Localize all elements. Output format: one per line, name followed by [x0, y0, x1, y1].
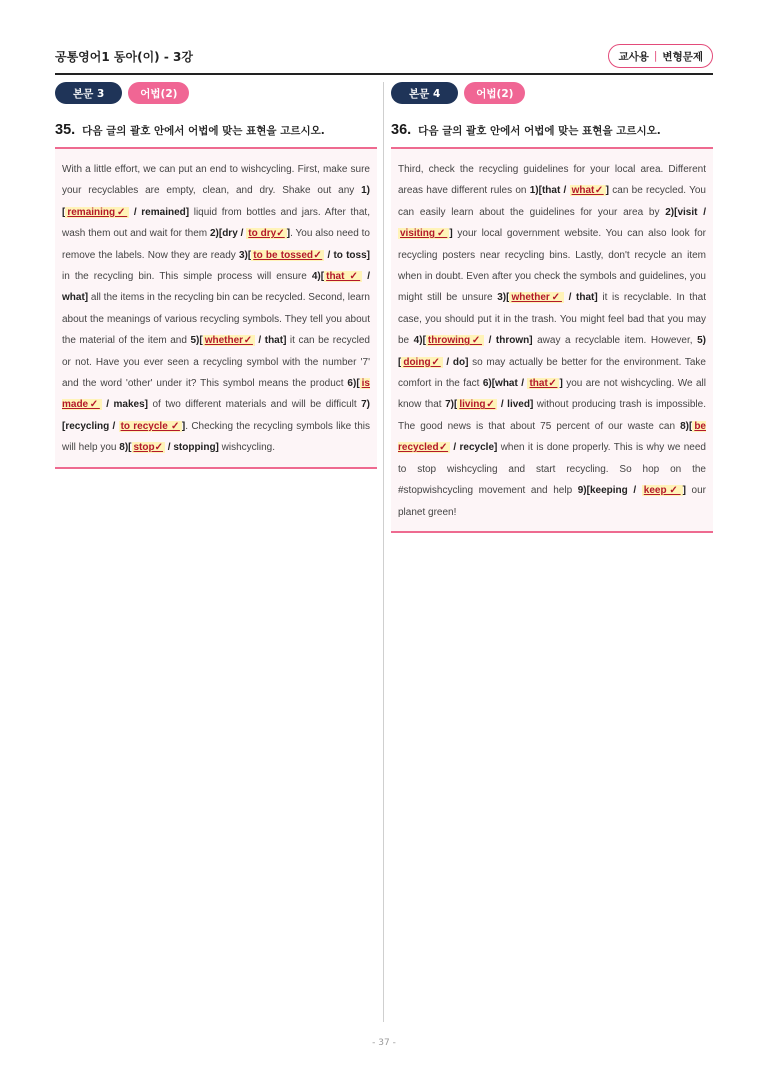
answer-choice: 7)[	[445, 399, 458, 411]
page-title: 공통영어1 동아(이) - 3강	[55, 50, 193, 64]
passage-35-box	[55, 147, 377, 469]
correct-answer: to recycle ✓	[120, 420, 180, 432]
answer-choice: 9)[keeping /	[577, 485, 642, 497]
question-number: 36.	[391, 122, 412, 138]
answer-choice: / remained]	[129, 206, 190, 218]
answer-choice: / stopping]	[165, 442, 219, 454]
answer-choice: 4)[	[311, 271, 325, 283]
column-divider	[383, 82, 384, 1022]
question-36-column	[391, 82, 713, 533]
section-tag: 본문 4	[391, 82, 458, 104]
badge-separator: |	[653, 50, 658, 62]
passage-segment: wishcycling.	[218, 442, 276, 454]
answer-choice: ]	[449, 228, 453, 240]
question-prompt: 다음 글의 괄호 안에서 어법에 맞는 표현을 고르시오.	[82, 125, 325, 137]
answer-choice: 6)[	[347, 378, 360, 390]
question-number: 35.	[55, 122, 76, 138]
answer-choice: ]	[605, 185, 610, 197]
answer-choice: 5)[	[190, 335, 203, 347]
answer-choice: / thrown]	[484, 335, 533, 347]
correct-answer: be recycled✓	[398, 420, 706, 454]
answer-choice: / do]	[442, 356, 469, 368]
passage-segment: it is recyclable. In that case, you should put it in the trash. You might feel bad that you may be	[398, 292, 706, 347]
passage-segment: in the recycling bin. This simple process will ensure	[62, 271, 312, 283]
passage-35-text	[62, 159, 370, 459]
passage-segment: our planet green!	[398, 485, 706, 518]
answer-choice: / that]	[254, 335, 287, 347]
answer-choice: 4)[	[413, 335, 426, 347]
answer-choice: 1)[	[62, 185, 370, 218]
passage-segment: when it is done properly. This is why we need to stop wishcycling and start recycling. So hop on the #stopwishcycling movement and help	[398, 442, 706, 497]
answer-choice: 5)[	[398, 335, 707, 368]
question-35-heading	[55, 122, 377, 138]
question-35-tags	[55, 82, 377, 104]
question-prompt: 다음 글의 괄호 안에서 어법에 맞는 표현을 고르시오.	[418, 125, 661, 137]
answer-choice: ]	[682, 485, 686, 497]
correct-answer: throwing✓	[427, 335, 483, 347]
answer-choice: / makes]	[101, 399, 148, 411]
answer-choice: 8)[	[680, 420, 693, 432]
answer-choice: 3)[	[497, 292, 510, 304]
answer-choice: 7)[recycling /	[62, 399, 370, 432]
teacher-edition-badge	[608, 44, 713, 68]
passage-segment: can be recycled. You can easily learn about the guidelines for your area by	[398, 185, 706, 218]
correct-answer: that ✓	[326, 271, 361, 283]
passage-segment: With a little effort, we can put an end to wishcycling. First, make sure your recyclables are empty, clean, and dry. Shake out any	[62, 164, 370, 197]
passage-36-box	[391, 147, 713, 533]
passage-36-text	[398, 159, 706, 523]
header-rule	[55, 73, 713, 75]
correct-answer: is made✓	[62, 378, 370, 411]
answer-choice: 6)[what /	[482, 378, 528, 390]
answer-choice: 8)[	[119, 442, 132, 454]
question-36-heading	[391, 122, 713, 138]
section-tag: 본문 3	[55, 82, 122, 104]
answer-choice: 1)[that /	[529, 185, 570, 197]
grammar-type-tag: 어법(2)	[128, 82, 189, 104]
correct-answer: to be tossed✓	[253, 249, 323, 261]
passage-segment: liquid from bottles and jars. After that, wash them out and wait for them	[62, 206, 370, 240]
answer-choice: / to toss]	[324, 249, 370, 261]
answer-choice: 2)[visit /	[665, 206, 706, 218]
passage-segment: Third, check the recycling guidelines for your local area. Different areas have different rules on	[398, 164, 706, 197]
correct-answer: stop✓	[133, 442, 163, 454]
answer-choice: / what]	[62, 271, 370, 304]
correct-answer: what✓	[571, 185, 604, 197]
passage-segment: . Checking the recycling symbols like this will help you	[62, 420, 370, 454]
answer-choice: / that]	[563, 292, 598, 304]
correct-answer: whether✓	[204, 335, 253, 347]
correct-answer: visiting✓	[400, 228, 448, 240]
answer-choice: 2)[dry /	[209, 228, 247, 240]
correct-answer: living✓	[459, 399, 496, 411]
answer-choice: / lived]	[497, 399, 534, 411]
answer-choice: ]	[286, 228, 291, 240]
question-36-tags	[391, 82, 713, 104]
passage-segment: all the items in the recycling bin can be recycled. Second, learn about the meanings of various recycling symbols. They tell you about the material of the item and	[62, 292, 370, 347]
passage-segment: without producing trash is impossible. The good news is that about 75 percent of our waste can	[398, 399, 706, 432]
passage-segment: of two different materials and will be difficult	[148, 399, 362, 411]
grammar-type-tag: 어법(2)	[464, 82, 525, 104]
question-35-column	[55, 82, 377, 469]
correct-answer: that✓	[529, 378, 558, 390]
correct-answer: keep✓	[643, 485, 681, 497]
answer-choice: 3)[	[239, 249, 252, 261]
correct-answer: doing✓	[403, 356, 441, 368]
correct-answer: to dry✓	[248, 228, 285, 240]
passage-segment: your local government website. You can also look for recycling posters near recycling bins. Lastly, don't recycle an item when in doubt. Even after you check the symbols and guidelines, you might still be unsure	[398, 228, 706, 304]
passage-segment: so may actually be better for the environment. Take comfort in the fact	[398, 356, 706, 390]
answer-choice: / recycle]	[450, 442, 498, 454]
answer-choice: ]	[181, 420, 186, 432]
badge-type-label: 변형문제	[662, 50, 703, 63]
page-number: - 37 -	[372, 1038, 396, 1048]
answer-choice: ]	[559, 378, 563, 390]
badge-teacher-label: 교사용	[618, 50, 649, 63]
passage-segment: . You also need to remove the labels. Now they are ready	[62, 228, 370, 261]
passage-segment: you are not wishcycling. We all know that	[398, 378, 706, 411]
passage-segment: it can be recycled or not. Have you ever seen a recycling symbol with the number '7' and the word 'other' under it? This symbol means the product	[62, 335, 370, 390]
correct-answer: whether✓	[511, 292, 562, 304]
passage-segment: away a recyclable item. However,	[532, 335, 698, 347]
correct-answer: remaining✓	[67, 206, 128, 218]
page-header	[55, 44, 713, 72]
